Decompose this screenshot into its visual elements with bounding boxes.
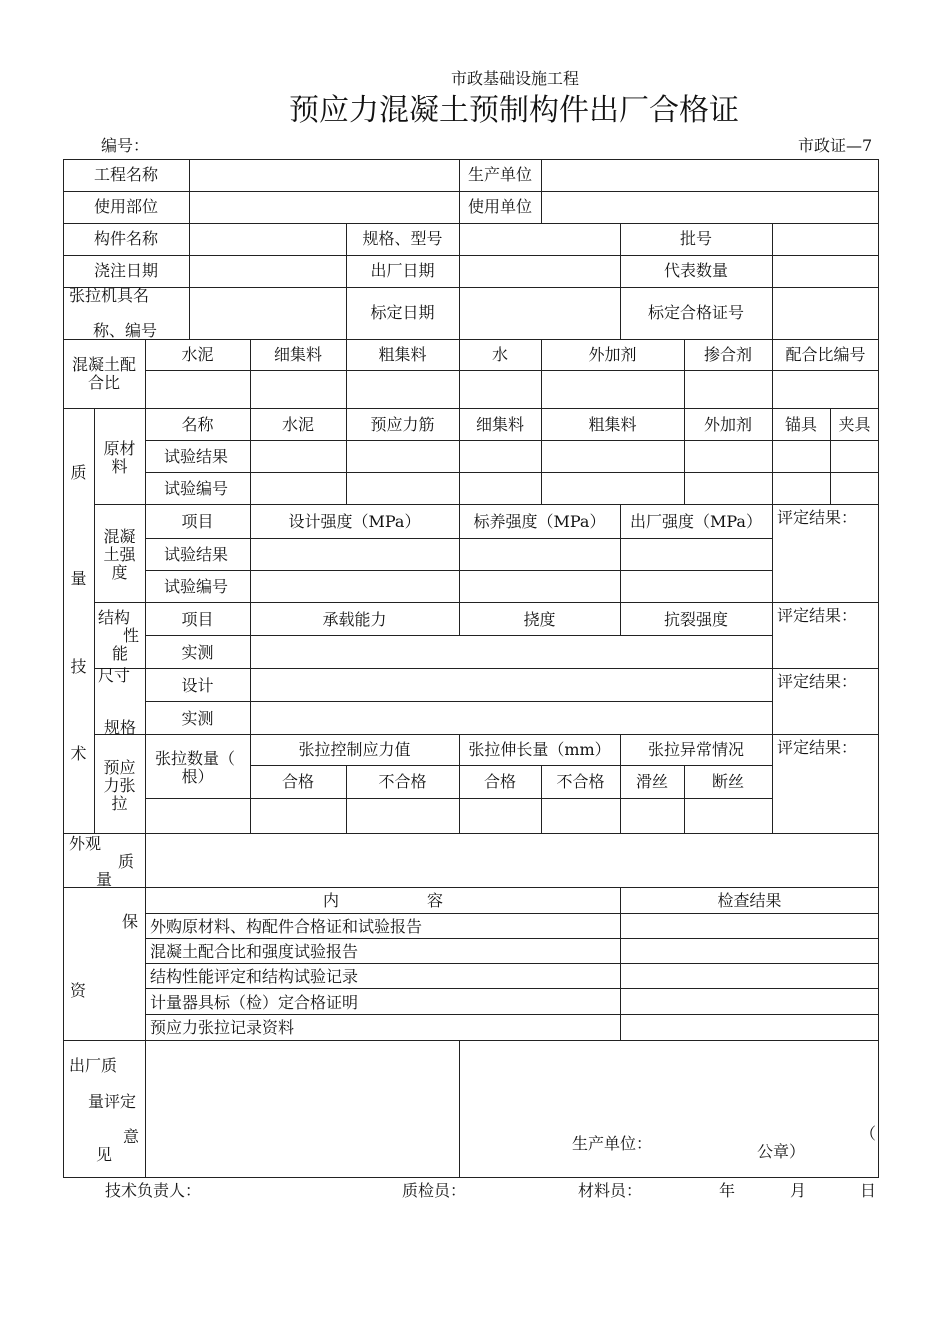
raw-col-clamp: 夹具: [838, 415, 871, 434]
raw-col-fine: 细集料: [475, 415, 524, 434]
structure-col-crack: 抗裂强度: [663, 610, 728, 629]
structure-col-deflection: 挠度: [523, 610, 556, 629]
seal-open: （: [860, 1124, 877, 1143]
opinion-label-3: 意: [123, 1127, 140, 1146]
strength-label-3: 度: [111, 563, 128, 582]
raw-col-name: 名称: [181, 415, 214, 434]
docs-header-rong: 容: [427, 891, 444, 910]
structure-row-measured: 实测: [181, 643, 214, 662]
structure-item-label: 项目: [181, 610, 214, 629]
docs-side-zi: 资: [70, 981, 87, 1000]
prestress-label-2: 力张: [103, 776, 136, 795]
doc-item: 外购原材料、构配件合格证和试验报告: [150, 917, 423, 936]
prestress-group-abnormal: 张拉异常情况: [647, 740, 744, 759]
material-clerk-label: 材料员：: [578, 1181, 643, 1200]
prestress-label-3: 拉: [111, 794, 128, 813]
appearance-label-3: 量: [96, 870, 113, 889]
side-char-ji: 技: [70, 657, 87, 676]
strength-col-design: 设计强度（MPa）: [288, 512, 421, 531]
mix-col-water: 水: [491, 345, 508, 364]
doc-item: 结构性能评定和结构试验记录: [150, 967, 359, 986]
prestress-sub-pass-1: 合格: [281, 772, 314, 791]
raw-row-result: 试验结果: [164, 447, 229, 466]
side-char-shu: 术: [70, 744, 87, 763]
strength-label-2: 土强: [103, 545, 136, 564]
structure-label-2: 性: [123, 626, 140, 645]
side-char-liang: 量: [70, 569, 87, 588]
raw-col-cement: 水泥: [281, 415, 314, 434]
label-factory-date: 出厂日期: [370, 261, 435, 280]
dimension-row-design: 设计: [181, 676, 214, 695]
dimension-row-measured: 实测: [181, 709, 214, 728]
doc-item: 预应力张拉记录资料: [150, 1018, 295, 1037]
mix-col-admixture: 掺合剂: [703, 345, 752, 364]
prestress-sub-fail-2: 不合格: [556, 772, 605, 791]
mix-col-coarse: 粗集料: [378, 345, 427, 364]
doc-item: 混凝土配合比和强度试验报告: [150, 942, 359, 961]
prestress-sub-break: 断丝: [711, 772, 744, 791]
docs-header-nei: 内: [323, 891, 340, 910]
strength-row-number: 试验编号: [164, 577, 229, 596]
strength-col-factory: 出厂强度（MPa）: [630, 512, 762, 531]
raw-row-number: 试验编号: [164, 479, 229, 498]
year-label: 年: [719, 1181, 736, 1200]
day-label: 日: [860, 1181, 877, 1200]
mix-col-cement: 水泥: [181, 345, 214, 364]
label-manufacturer: 生产单位: [467, 165, 532, 184]
raw-col-tendon: 预应力筋: [370, 415, 435, 434]
raw-label-2: 料: [111, 457, 128, 476]
form-subtitle: 市政基础设施工程: [450, 69, 579, 88]
docs-header-result: 检查结果: [717, 891, 782, 910]
raw-label-1: 原材: [103, 439, 136, 458]
label-calib-date: 标定日期: [370, 303, 435, 322]
mix-col-ratio-no: 配合比编号: [785, 345, 866, 364]
tech-lead-label: 技术负责人：: [105, 1181, 202, 1200]
opinion-label-2: 量评定: [88, 1092, 137, 1111]
raw-col-anchor: 锚具: [784, 415, 817, 434]
appearance-label-2: 质: [118, 852, 135, 871]
prestress-sub-fail-1: 不合格: [378, 772, 427, 791]
strength-col-standard: 标养强度（MPa）: [473, 512, 606, 531]
prestress-label-1: 预应: [103, 758, 136, 777]
label-batch-no: 批号: [679, 229, 712, 248]
page-title: 预应力混凝土预制构件出厂合格证: [289, 93, 739, 128]
strength-item-label: 项目: [181, 512, 214, 531]
opinion-label-4: 见: [96, 1145, 113, 1164]
label-component-name: 构件名称: [93, 229, 158, 248]
dimension-eval: 评定结果：: [777, 672, 858, 691]
label-mix-1: 混凝土配: [71, 355, 136, 374]
prestress-eval: 评定结果：: [777, 738, 858, 757]
label-tension-tool-2: 称、编号: [93, 321, 158, 340]
label-pour-date: 浇注日期: [93, 261, 158, 280]
label-usage-part: 使用部位: [93, 197, 158, 216]
opinion-label-1: 出厂质: [69, 1056, 118, 1075]
serial-label: 编号：: [101, 136, 150, 155]
producer-label: 生产单位：: [572, 1134, 653, 1153]
seal-label: 公章）: [757, 1142, 806, 1161]
prestress-count-1: 张拉数量（: [155, 749, 236, 768]
label-calib-cert: 标定合格证号: [647, 303, 744, 322]
prestress-sub-pass-2: 合格: [483, 772, 516, 791]
label-mix-2: 合比: [87, 373, 120, 392]
raw-col-additive: 外加剂: [703, 415, 752, 434]
strength-label-1: 混凝: [103, 527, 136, 546]
label-user-unit: 使用单位: [467, 197, 532, 216]
label-rep-quantity: 代表数量: [663, 261, 728, 280]
dimension-label-2: 规格: [104, 718, 137, 737]
docs-side-bao: 保: [122, 912, 139, 931]
label-project-name: 工程名称: [93, 165, 158, 184]
structure-eval: 评定结果：: [777, 606, 858, 625]
structure-label-1: 结构: [98, 608, 131, 627]
prestress-group-elongation: 张拉伸长量（mm）: [468, 740, 611, 759]
label-tension-tool-1: 张拉机具名: [69, 286, 150, 305]
side-char-zhi: 质: [70, 463, 87, 482]
month-label: 月: [790, 1181, 807, 1200]
appearance-label-1: 外观: [69, 834, 102, 853]
mix-col-additive: 外加剂: [588, 345, 637, 364]
form-code: 市政证—7: [798, 136, 873, 155]
inspector-label: 质检员：: [402, 1181, 467, 1200]
strength-row-result: 试验结果: [164, 545, 229, 564]
mix-col-fine: 细集料: [273, 345, 322, 364]
prestress-sub-slip: 滑丝: [635, 772, 668, 791]
structure-col-capacity: 承载能力: [322, 610, 387, 629]
prestress-count-2: 根）: [181, 767, 214, 786]
structure-label-3: 能: [112, 644, 129, 663]
prestress-group-stress: 张拉控制应力值: [298, 740, 411, 759]
doc-item: 计量器具标（检）定合格证明: [150, 993, 359, 1012]
dimension-label-1: 尺寸: [98, 666, 131, 685]
strength-eval: 评定结果：: [777, 508, 858, 527]
raw-col-coarse: 粗集料: [588, 415, 637, 434]
label-spec-model: 规格、型号: [362, 229, 443, 248]
